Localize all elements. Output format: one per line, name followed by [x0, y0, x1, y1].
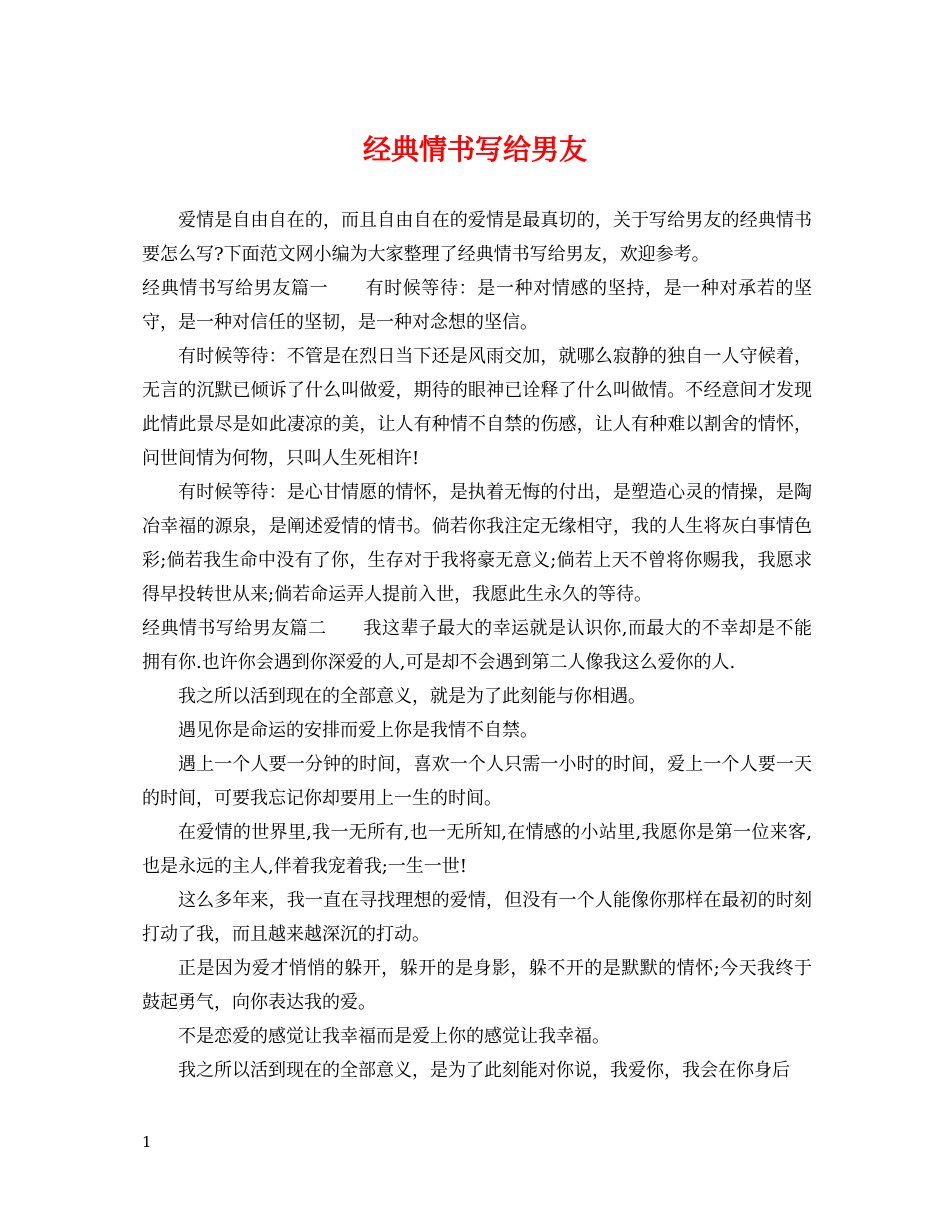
paragraph: 爱情是自由自在的，而且自由自在的爱情是最真切的，关于写给男友的经典情书要怎么写?下面范文网小编为大家整理了经典情书写给男友，欢迎参考。: [142, 210, 812, 265]
section-heading-paragraph: 经典情书写给男友篇一 有时候等待：是一种对情感的坚持，是一种对承若的坚守，是一种对信任的坚韧，是一种对念想的坚信。: [142, 278, 812, 333]
paragraph: 遇上一个人要一分钟的时间，喜欢一个人只需一小时的时间，爱上一个人要一天的时间，可要我忘记你却要用上一生的时间。: [142, 754, 812, 809]
paragraph: 遇见你是命运的安排而爱上你是我情不自禁。: [178, 720, 538, 741]
paragraph: 不是恋爱的感觉让我幸福而是爱上你的感觉让我幸福。: [178, 1026, 610, 1047]
section-heading-paragraph: 经典情书写给男友篇二 我这辈子最大的幸运就是认识你,而最大的不幸却是不能拥有你.也许你会遇到你深爱的人,可是却不会遇到第二人像我这么爱你的人.: [142, 618, 812, 673]
paragraph: 我之所以活到现在的全部意义，是为了此刻能对你说，我爱你，我会在你身后: [178, 1060, 790, 1081]
document-title: 经典情书写给男友: [362, 133, 587, 166]
paragraph: 有时候等待：是心甘情愿的情怀，是执着无悔的付出，是塑造心灵的情操，是陶冶幸福的源泉，是阐述爱情的情书。倘若你我注定无缘相守，我的人生将灰白事情色彩;倘若我生命中没有了你，生存对于我将豪无意义;倘若上天不曾将你赐我，我愿求得早投转世从来;倘若命运弄人提前入世，我愿此生永久的等待。: [142, 482, 813, 605]
paragraph: 这么多年来，我一直在寻找理想的爱情，但没有一个人能像你那样在最初的时刻打动了我，而且越来越深沉的打动。: [142, 890, 812, 945]
paragraph: 正是因为爱才悄悄的躲开，躲开的是身影，躲不开的是默默的情怀;今天我终于鼓起勇气，向你表达我的爱。: [142, 958, 812, 1013]
paragraph: 我之所以活到现在的全部意义，就是为了此刻能与你相遇。: [178, 686, 646, 707]
page-number: 1: [142, 1133, 152, 1151]
document-body: [142, 204, 812, 1088]
paragraph: 有时候等待：不管是在烈日当下还是风雨交加，就哪么寂静的独自一人守候着，无言的沉默已倾诉了什么叫做爱，期待的眼神已诠释了什么叫做情。不经意间才发现此情此景尽是如此凄凉的美，让人有种情不自禁的伤感，让人有种难以割舍的情怀，问世间情为何物，只叫人生死相许!: [142, 346, 812, 469]
paragraph: 在爱情的世界里,我一无所有,也一无所知,在情感的小站里,我愿你是第一位来客,也是永远的主人,伴着我宠着我;一生一世!: [142, 822, 812, 877]
